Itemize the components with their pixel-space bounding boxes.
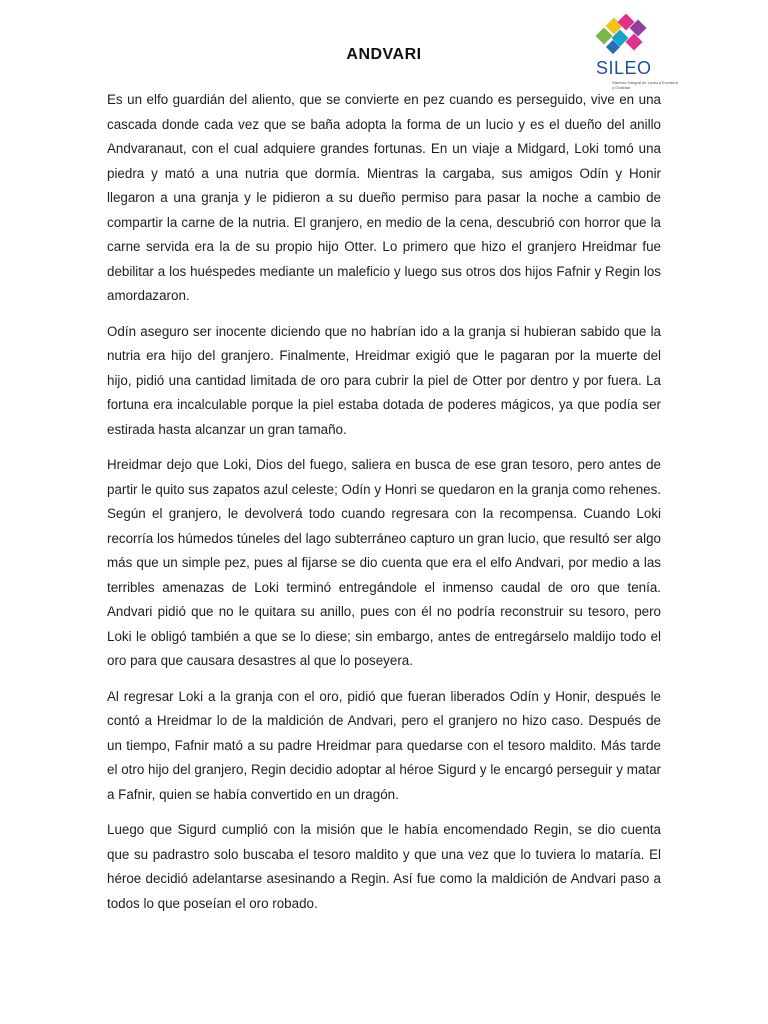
paragraph: Luego que Sigurd cumplió con la misión que le había encomendado Regin, se dio cuenta que su padrastro solo buscaba el tesoro maldito y que una vez que lo tuviera lo mataría. El héroe decidió adelantarse asesinando a Regin. Así fue como la maldición de Andvari paso a todos lo que poseían el oro robado.	[107, 822, 661, 911]
paragraph: Es un elfo guardián del aliento, que se convierte en pez cuando es perseguido, vive en una cascada donde cada vez que se baña adopta la forma de un lucio y es el dueño del anillo Andvaranaut, con el cual adquiere grandes fortunas. En un viaje a Midgard, Loki tomó una piedra y mató a una nutria que dormía. Mientras la cargaba, sus amigos Odín y Honir llegaron a una granja y le pidieron a su dueño permiso para pasar la noche a cambio de compartir la carne de la nutria. El granjero, en medio de la cena, descubrió con horror que la carne servida era la de su propio hijo Otter. Lo primero que hizo el granjero Hreidmar fue debilitar a los huéspedes mediante un maleficio y luego sus otros dos hijos Fafnir y Regin los amordazaron.	[107, 92, 661, 303]
logo-tagline: Sistema Integral de Lectura Escritura y Oralidad	[612, 80, 678, 90]
logo-wordmark: SILEO	[596, 58, 652, 78]
paragraph: Al regresar Loki a la granja con el oro, pidió que fueran liberados Odín y Honir, después le contó a Hreidmar lo de la maldición de Andvari, pero el granjero no hizo caso. Después de un tiempo, Fafnir mató a su padre Hreidmar para quedarse con el tesoro maldito. Más tarde el otro hijo del granjero, Regin decidio adoptar al héroe Sigurd y le encargó perseguir y matar a Fafnir, quien se había convertido en un dragón.	[107, 688, 661, 802]
paragraph: Odín aseguro ser inocente diciendo que no habrían ido a la granja si hubieran sabido que la nutria era hijo del granjero. Finalmente, Hreidmar exigió que le pagaran por la muerte del hijo, pidió una cantidad limitada de oro para cubrir la piel de Otter por dentro y por fuera. La fortuna era incalculable porque la piel estaba dotada de poderes mágicos, ya que podía ser estirada hasta alcanzar un gran tamaño.	[107, 323, 661, 437]
paragraph: Hreidmar dejo que Loki, Dios del fuego, saliera en busca de ese gran tesoro, pero antes de partir le quito sus zapatos azul celeste; Odín y Honri se quedaron en la granja como rehenes. Según el granjero, le devolverá todo cuando regresara con la recompensa. Cuando Loki recorría los húmedos túneles del lago subterráneo capturo un gran lucio, que resultó ser algo más que un simple pez, pues al fijarse se dio cuenta que era el elfo Andvari, por medio a las terribles amenazas de Loki terminó entregándole el inmenso caudal de oro que tenía. Andvari pidió que no le quitara su anillo, pues con él no podría reconstruir su tesoro, pero Loki le obligó también a que se lo diese; sin embargo, antes de entregárselo maldijo todo el oro para que causara desastres al que lo poseyera.	[107, 457, 661, 668]
document-title: ANDVARI	[346, 46, 422, 63]
document-body	[107, 88, 661, 927]
